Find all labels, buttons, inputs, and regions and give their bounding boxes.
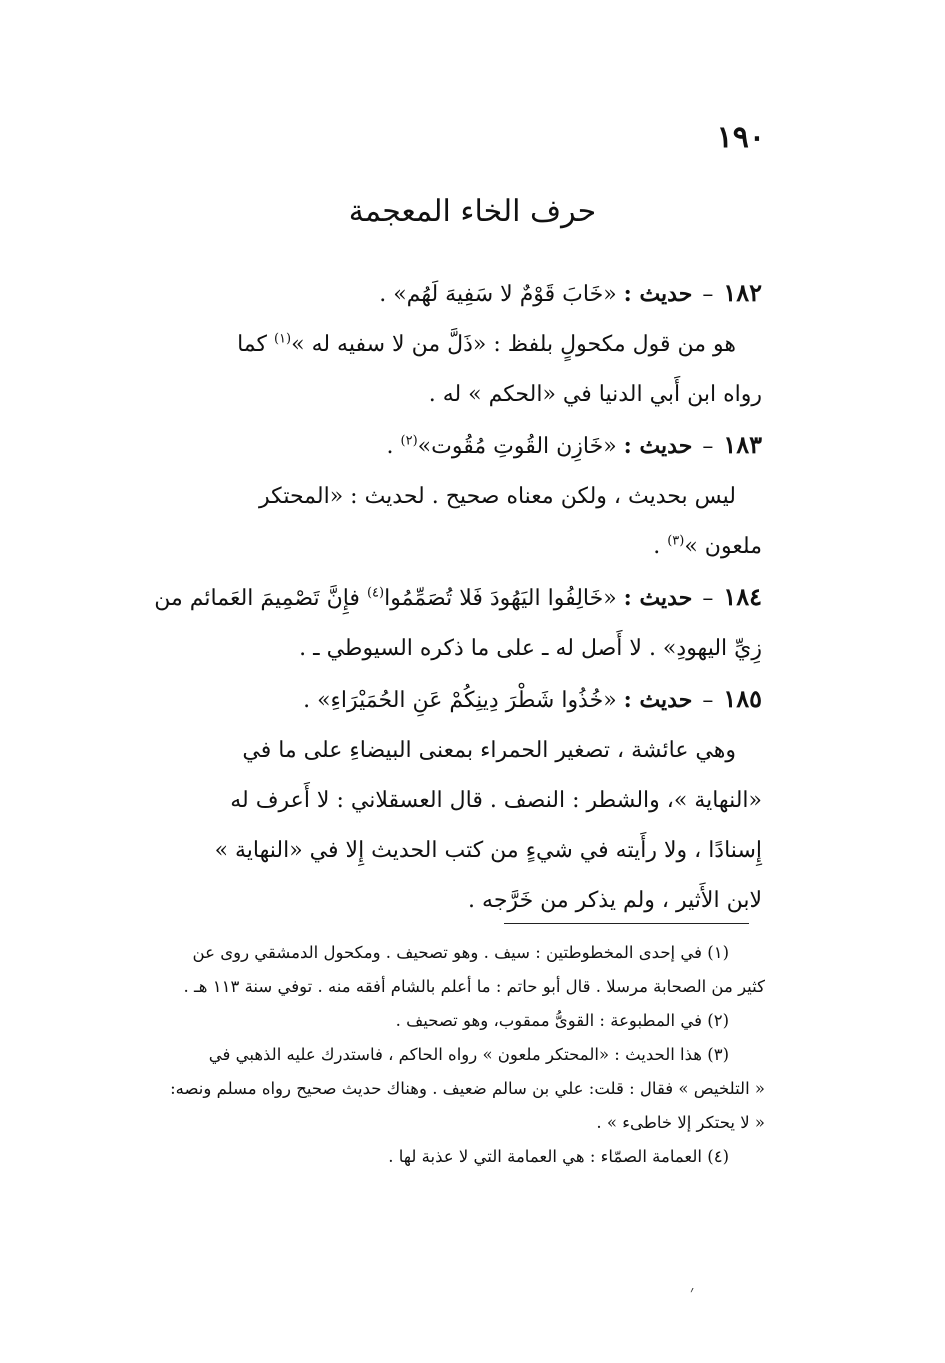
hadith-text-tail: فإِنَّ تَصْمِيمَ العَمائم من xyxy=(154,586,360,611)
entry-commentary-line xyxy=(82,876,762,926)
commentary-text: هو من قول مكحولٍ بلفظ : «ذَلَّ من لا سفيه له » xyxy=(291,332,736,357)
hadith-text: «خَابَ قَوْمٌ لا سَفِيهَ لَهُم» . xyxy=(379,282,617,307)
entry-heading xyxy=(82,674,762,726)
footnote-ref[interactable]: (١) xyxy=(273,331,292,347)
dash: – xyxy=(702,434,714,459)
entry-label: حديث : xyxy=(623,687,693,713)
commentary-text: ليس بحديث ، ولكن معناه صحيح . لحديث : «المحتكر xyxy=(259,484,736,509)
entry-commentary-line xyxy=(82,624,762,674)
entry-number: ١٨٢ xyxy=(723,278,762,307)
entry-heading xyxy=(82,420,762,472)
dash: – xyxy=(702,282,714,307)
footnotes xyxy=(80,936,765,1174)
commentary-text: . xyxy=(653,534,661,559)
footnote-2: (٢) في المطبوعة : القوىُّ ممقوب، وهو تصحيف . xyxy=(395,1011,729,1030)
chapter-title: حرف الخاء المعجمة xyxy=(348,194,597,229)
entry-commentary-line xyxy=(82,370,762,420)
margin-mark: ׳ xyxy=(690,1282,695,1303)
entry-number: ١٨٥ xyxy=(723,684,762,713)
entry-label: حديث : xyxy=(623,433,693,459)
dash: – xyxy=(702,688,714,713)
hadith-text: «خُذُوا شَطْرَ دِينِكُمْ عَنِ الحُمَيْرَاءِ» . xyxy=(303,688,617,713)
entry-commentary-line xyxy=(82,826,762,876)
hadith-entry-185 xyxy=(82,674,762,926)
entry-heading xyxy=(82,268,762,320)
dash: – xyxy=(702,586,714,611)
hadith-entry-184 xyxy=(82,572,762,674)
footnote-3-cont: « التلخيص » فقال : قلت: علي بن سالم ضعيف . وهناك حديث صحيح رواه مسلم ونصه: xyxy=(170,1079,765,1098)
commentary-text: وهي عائشة ، تصغير الحمراء بمعنى البيضاءِ على ما في xyxy=(242,738,736,763)
commentary-text: لابن الأَثير ، ولم يذكر من خَرَّجه . xyxy=(468,888,762,913)
entry-number: ١٨٣ xyxy=(723,430,762,459)
commentary-text: زِيِّ اليهودِ» . لا أَصل له ـ على ما ذكره السيوطي ـ . xyxy=(299,636,762,661)
commentary-text: ملعون » xyxy=(684,534,762,559)
entry-label: حديث : xyxy=(623,585,693,611)
footnote-4: (٤) العمامة الصمّاء : هي العمامة التي لا عذبة لها . xyxy=(388,1147,729,1166)
hadith-text: «خَازِن القُوتِ مُقُوت» xyxy=(417,434,617,459)
hadith-entry-182 xyxy=(82,268,762,420)
commentary-text: إِسنادًا ، ولا رأَيته في شيءٍ من كتب الحديث إِلا في «النهاية » xyxy=(214,838,762,863)
entry-heading xyxy=(82,572,762,624)
footnote-1-cont: كثير من الصحابة مرسلا . قال أبو حاتم : ما أعلم بالشام أفقه منه . توفي سنة ١١٣ هـ . xyxy=(183,977,765,996)
entry-commentary-line xyxy=(82,522,762,572)
entry-commentary-line xyxy=(82,776,762,826)
main-text xyxy=(82,268,762,926)
footnote-ref[interactable]: (٤) xyxy=(366,585,385,601)
hadith-text-tail: . xyxy=(386,434,394,459)
hadith-entry-183 xyxy=(82,420,762,572)
commentary-text: رواه ابن أَبي الدنيا في «الحكم » له . xyxy=(428,382,762,407)
footnote-1: (١) في إحدى المخطوطتين : سيف . وهو تصحيف . ومكحول الدمشقي روى عن xyxy=(192,943,729,962)
entry-commentary-line xyxy=(82,726,762,776)
footnote-3: (٣) هذا الحديث : «المحتكر ملعون » رواه الحاكم ، فاستدرك عليه الذهبي في xyxy=(208,1045,729,1064)
entry-commentary-line xyxy=(82,320,762,370)
footnote-ref[interactable]: (٢) xyxy=(400,433,418,449)
page-number: ١٩٠ xyxy=(716,120,765,155)
entry-number: ١٨٤ xyxy=(723,582,762,611)
footnote-separator xyxy=(504,923,749,924)
hadith-text: «خَالِفُوا اليَهُودَ فَلا تُصَمِّمُوا xyxy=(384,586,617,611)
commentary-text: كما xyxy=(237,332,267,357)
entry-label: حديث : xyxy=(623,281,693,307)
entry-commentary-line xyxy=(82,472,762,522)
footnote-3-cont: « لا يحتكر إلا خاطىء » . xyxy=(596,1113,765,1132)
footnote-ref[interactable]: (٣) xyxy=(667,533,685,549)
commentary-text: «النهاية »، والشطر : النصف . قال العسقلاني : لا أَعرف له xyxy=(230,788,762,813)
